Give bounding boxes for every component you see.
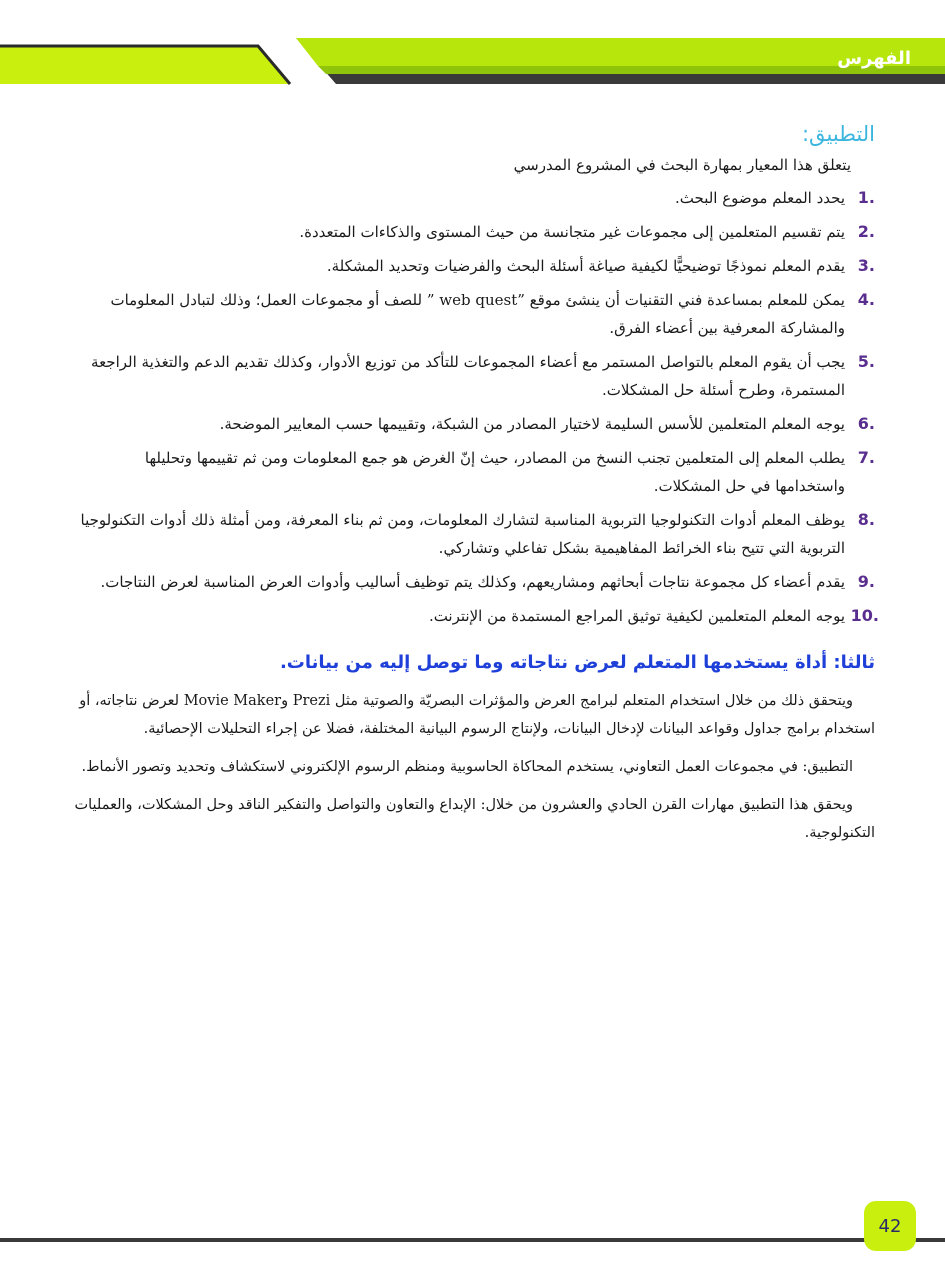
step-number: 3. (857, 256, 875, 275)
step-text: يقدم المعلم نموذجًا توضيحيًّا لكيفية صياغة أسئلة البحث والفرضيات وتحديد المشكلة. (326, 257, 845, 275)
list-item (72, 348, 875, 404)
list-item (72, 410, 875, 438)
section-title: التطبيق: (801, 122, 875, 146)
header-decoration (0, 0, 945, 90)
steps-list (72, 184, 879, 630)
list-item (72, 286, 875, 342)
page-number-badge: 42 (864, 1201, 916, 1251)
step-text: يوجه المعلم المتعلمين لكيفية توثيق المراجع المستمدة من الإنترنت. (428, 607, 845, 625)
step-text: يجب أن يقوم المعلم بالتواصل المستمر مع أعضاء المجموعات للتأكد من توزيع الأدوار، وكذلك تقديم الدعم والتغذية الراجعة المستمرة، وطرح أسئلة حل المشكلات. (91, 353, 845, 399)
list-item (72, 602, 879, 630)
step-number: 10. (850, 606, 879, 625)
list-item (72, 506, 875, 562)
header-title[interactable]: الفهرس (837, 48, 911, 69)
list-item (72, 568, 875, 596)
step-number: 8. (857, 510, 875, 529)
step-text: يوظف المعلم أدوات التكنولوجيا التربوية المناسبة لتشارك المعلومات، ومن ثم بناء المعرفة، ومن أمثلة ذلك أدوات التكنولوجيا التربوية التي تتيح بناء الخرائط المفاهيمية بشكل تفاعلي وتشاركي. (80, 511, 845, 557)
step-text: يحدد المعلم موضوع البحث. (675, 189, 845, 207)
page-content (72, 118, 879, 857)
step-number: 9. (857, 572, 875, 591)
third-heading: ثالثا: أداة يستخدمها المتعلم لعرض نتاجاته وما توصل إليه من بيانات. (279, 652, 875, 673)
list-item (72, 252, 875, 280)
step-number: 6. (857, 414, 875, 433)
section-intro: يتعلق هذا المعيار بمهارة البحث في المشروع المدرسي (513, 156, 851, 174)
step-number: 4. (857, 290, 875, 309)
step-number: 1. (857, 188, 875, 207)
paragraph: ويتحقق ذلك من خلال استخدام المتعلم لبرامج العرض والمؤثرات البصريّة والصوتية مثل Prezi وMovie Maker لعرض نتاجاته، أو استخدام برامج جداول وقواعد البيانات لإدخال البيانات، ولإنتاج الرسوم البيانية المختلفة، فضلا عن إجراء التحليلات الإحصائية. (79, 693, 875, 737)
step-text: يطلب المعلم إلى المتعلمين تجنب النسخ من المصادر، حيث إنّ الغرض هو جمع المعلومات ومن ثم تقييمها وتحليلها واستخدامها في حل المشكلات. (144, 449, 845, 495)
list-item (72, 184, 875, 212)
step-number: 2. (857, 222, 875, 241)
step-text: يقدم أعضاء كل مجموعة نتاجات أبحاثهم ومشاريعهم، وكذلك يتم توظيف أساليب وأدوات العرض المناسبة لعرض النتاجات. (100, 573, 845, 591)
list-item (72, 218, 875, 246)
step-text: يمكن للمعلم بمساعدة فني التقنيات أن ينشئ موقع ”web quest ” للصف أو مجموعات العمل؛ وذلك لتبادل المعلومات والمشاركة المعرفية بين أعضاء الفرق. (110, 291, 845, 337)
list-item (72, 444, 875, 500)
paragraph: التطبيق: في مجموعات العمل التعاوني، يستخدم المحاكاة الحاسوبية ومنظم الرسوم الإلكتروني لاستكشاف وتحديد وتصور الأنماط. (81, 759, 853, 775)
footer-line (0, 1238, 945, 1242)
paragraph: ويحقق هذا التطبيق مهارات القرن الحادي والعشرون من خلال: الإبداع والتعاون والتواصل والتفكير الناقد وحل المشكلات، والعمليات التكنولوجية. (74, 797, 875, 841)
step-number: 5. (857, 352, 875, 371)
step-text: يوجه المعلم المتعلمين للأسس السليمة لاختيار المصادر من الشبكة، وتقييمها حسب المعايير الموضحة. (219, 415, 845, 433)
step-number: 7. (857, 448, 875, 467)
step-text: يتم تقسيم المتعلمين إلى مجموعات غير متجانسة من حيث المستوى والذكاءات المتعددة. (299, 223, 845, 241)
